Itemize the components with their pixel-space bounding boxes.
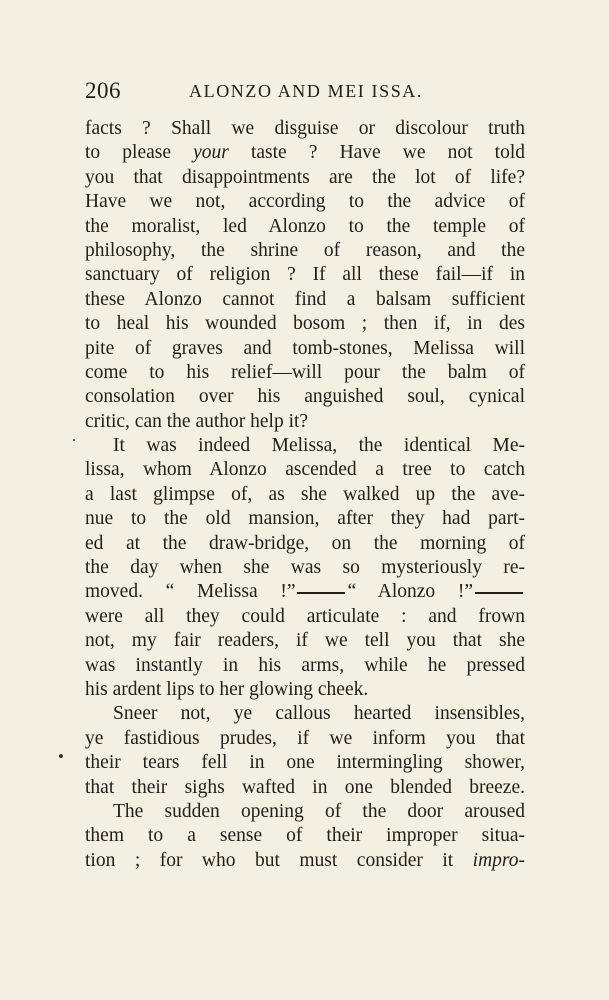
margin-dot: .	[72, 426, 77, 445]
page-number: 206	[85, 78, 121, 103]
paragraph-start-line: The sudden opening of the door aroused	[113, 800, 525, 822]
em-dash-rule	[475, 592, 523, 594]
text-line: a last glimpse of, as she walked up the ave-	[85, 483, 525, 505]
text-line: pite of graves and tomb-stones, Melissa will	[85, 337, 525, 359]
text-line: to heal his wounded bosom ; then if, in des	[85, 313, 525, 335]
text-line: Have we not, according to the advice of	[85, 191, 525, 213]
text-line: their tears fell in one intermingling shower,	[85, 752, 525, 774]
paragraph-start-line: Sneer not, ye callous hearted insensibles,	[113, 703, 525, 725]
body-text	[85, 117, 525, 873]
text-line: moved. “ Melissa !” “ Alonzo !”	[85, 580, 525, 604]
paragraph-end-line: his ardent lips to her glowing cheek.	[85, 678, 369, 700]
text-line: consolation over his anguished soul, cynical	[85, 386, 525, 408]
text-line: was instantly in his arms, while he pressed	[85, 654, 525, 676]
paragraph-start-line: It was indeed Melissa, the identical Me-	[113, 435, 525, 457]
text-line: tion ; for who but must consider it impro-	[85, 849, 526, 871]
text-line: lissa, whom Alonzo ascended a tree to catch	[85, 459, 525, 481]
text-line: sanctuary of religion ? If all these fail—if in	[85, 264, 525, 286]
text-line: not, my fair readers, if we tell you that she	[85, 630, 525, 652]
margin-bullet: •	[58, 747, 64, 766]
paragraph-end-line: critic, can the author help it?	[85, 410, 309, 432]
em-dash-rule	[297, 592, 345, 594]
text-line: ed at the draw-bridge, on the morning of	[85, 532, 525, 554]
text-line: to please your taste ? Have we not told	[85, 142, 526, 164]
text-line: were all they could articulate : and frown	[85, 605, 525, 627]
text-line: come to his relief—will pour the balm of	[85, 361, 525, 383]
text-line: ye fastidious prudes, if we inform you that	[85, 727, 525, 749]
text-line: philosophy, the shrine of reason, and the	[85, 239, 525, 261]
text-line: nue to the old mansion, after they had part-	[85, 508, 525, 530]
text-line: facts ? Shall we disguise or discolour truth	[85, 118, 525, 139]
text-line: that their sighs wafted in one blended breeze.	[85, 776, 525, 798]
text-line: the day when she was so mysteriously re-	[85, 557, 525, 579]
italic-emphasis: impro-	[472, 849, 526, 871]
page-header	[85, 78, 525, 108]
text-line: these Alonzo cannot find a balsam sufficient	[85, 288, 525, 310]
text-line: them to a sense of their improper situa-	[85, 825, 525, 847]
running-title: ALONZO AND MEI ISSA.	[189, 81, 423, 101]
italic-emphasis: your	[193, 142, 229, 164]
text-line: you that disappointments are the lot of life?	[85, 166, 525, 188]
text-line: the moralist, led Alonzo to the temple of	[85, 215, 525, 237]
